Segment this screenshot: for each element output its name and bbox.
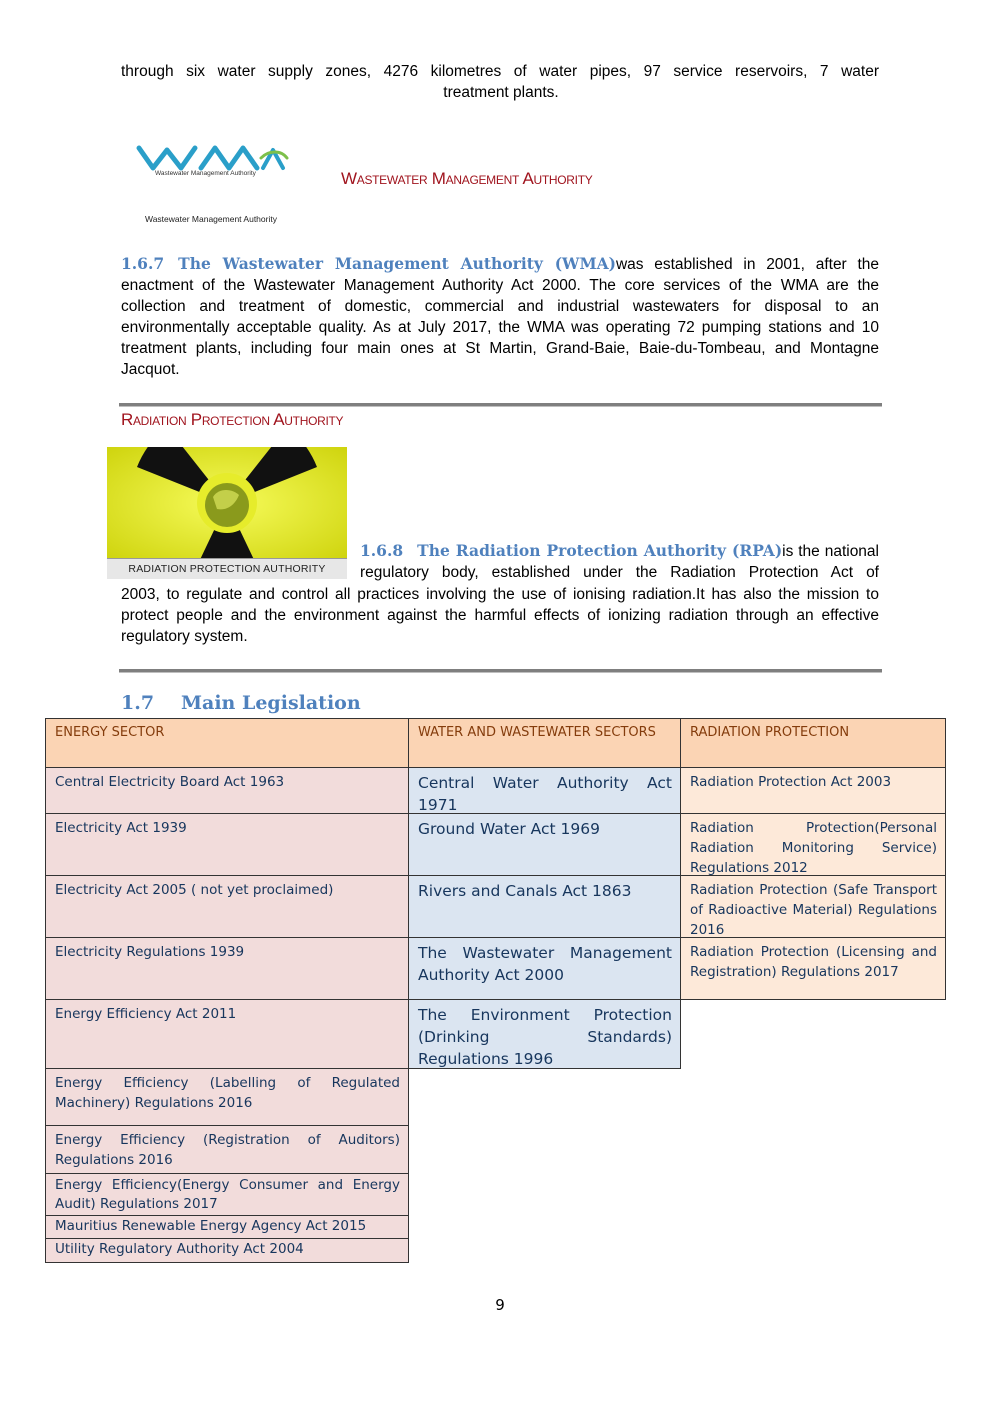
energy-row: Energy Efficiency (Registration of Auditors) Regulations 2016 <box>45 1125 409 1174</box>
rpa-paragraph-first <box>360 540 879 583</box>
rpa-body-first: is the national regulatory body, established under the Radiation Protection Act of <box>360 543 879 581</box>
wma-paragraph <box>121 253 879 380</box>
wma-logo-below: Wastewater Management Authority <box>145 214 277 224</box>
energy-row: Energy Efficiency Act 2011 <box>45 999 409 1069</box>
rpa-section-title: Radiation Protection Authority <box>121 410 344 429</box>
page-number: 9 <box>495 1296 505 1314</box>
energy-row: Utility Regulatory Authority Act 2004 <box>45 1238 409 1263</box>
wma-heading-text: The Wastewater Management Authority (WMA) <box>178 254 616 273</box>
energy-row: Central Electricity Board Act 1963 <box>45 767 409 814</box>
intro-line-1: through six water supply zones, 4276 kilometres of water pipes, 97 service reservoirs, 7 water <box>121 63 879 80</box>
radiation-trefoil-icon <box>107 447 347 559</box>
energy-row: Electricity Regulations 1939 <box>45 937 409 1000</box>
water-sector-header: WATER AND WASTEWATER SECTORS <box>408 718 681 768</box>
intro-line-2: treatment plants. <box>443 84 559 101</box>
wma-section-title: Wastewater Management Authority <box>341 169 593 188</box>
main-legislation-number: 1.7 <box>121 692 155 714</box>
water-row: The Wastewater Management Authority Act 2000 <box>408 937 681 1000</box>
wma-logo-caption: Wastewater Management Authority <box>155 170 256 177</box>
main-legislation-title: Main Legislation <box>181 692 361 714</box>
wma-heading-number: 1.6.7 <box>121 254 165 273</box>
radiation-row: Radiation Protection (Licensing and Registration) Regulations 2017 <box>680 937 946 1000</box>
section-divider <box>119 403 882 407</box>
rpa-heading-number: 1.6.8 <box>360 541 404 560</box>
section-divider-2 <box>119 669 882 673</box>
water-row: The Environment Protection (Drinking Standards) Regulations 1996 <box>408 999 681 1069</box>
radiation-protection-header: RADIATION PROTECTION <box>680 718 946 768</box>
wma-body-text: was established in 2001, after the enactment of the Wastewater Management Authority Act 2000. The core services of the WMA are the collection and treatment of domestic, commercial and industrial wastewaters for disposal to an environmentally acceptable quality. As at July 2017, the WMA was operating 72 pumping stations and 10 treatment plants, including four main ones at St Martin, Grand-Baie, Baie-du-Tombeau, and Montagne Jacquot. <box>121 256 879 378</box>
radiation-authority-image <box>107 447 347 579</box>
water-sector-column <box>408 719 681 1069</box>
radiation-protection-column <box>680 719 946 1000</box>
energy-row: Mauritius Renewable Energy Agency Act 2015 <box>45 1215 409 1239</box>
energy-row: Electricity Act 1939 <box>45 813 409 876</box>
radiation-image-label: RADIATION PROTECTION AUTHORITY <box>107 558 347 579</box>
rpa-body-rest: 2003, to regulate and control all practices involving the use of ionising radiation.It has also the mission to protect people and the environment against the harmful effects of ionizing radiation through an effective regulatory system. <box>121 586 879 645</box>
water-row: Rivers and Canals Act 1863 <box>408 875 681 938</box>
energy-sector-column <box>45 719 409 1263</box>
main-legislation-heading <box>121 692 361 714</box>
radiation-row: Radiation Protection Act 2003 <box>680 767 946 814</box>
radiation-row: Radiation Protection(Personal Radiation Monitoring Service) Regulations 2012 <box>680 813 946 876</box>
energy-row: Energy Efficiency (Labelling of Regulated Machinery) Regulations 2016 <box>45 1068 409 1126</box>
energy-row: Energy Efficiency(Energy Consumer and Energy Audit) Regulations 2017 <box>45 1173 409 1216</box>
energy-sector-header: ENERGY SECTOR <box>45 718 409 768</box>
radiation-row: Radiation Protection (Safe Transport of Radioactive Material) Regulations 2016 <box>680 875 946 938</box>
rpa-heading-text: The Radiation Protection Authority (RPA) <box>417 541 783 560</box>
energy-row: Electricity Act 2005 ( not yet proclaimed) <box>45 875 409 938</box>
water-row: Ground Water Act 1969 <box>408 813 681 876</box>
wma-logo <box>135 138 295 228</box>
water-row: Central Water Authority Act 1971 <box>408 767 681 814</box>
